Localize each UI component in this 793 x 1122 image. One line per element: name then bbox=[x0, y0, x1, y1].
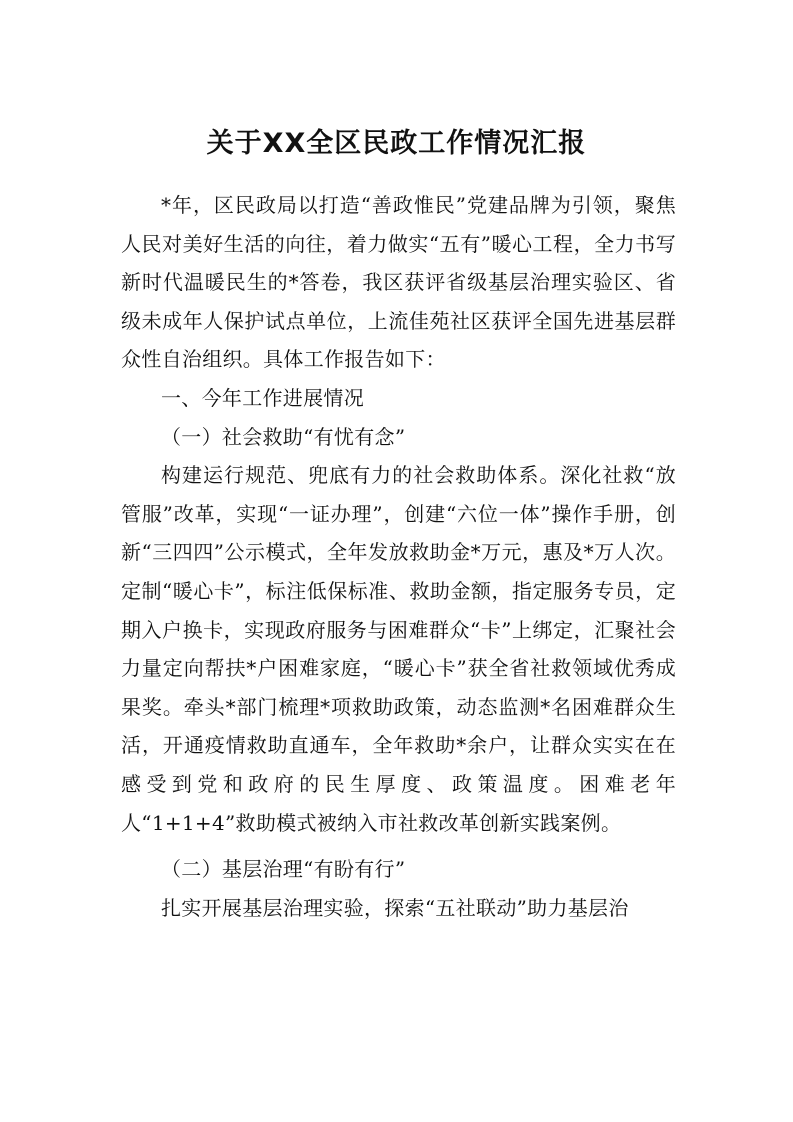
document-body bbox=[121, 186, 676, 927]
intro-paragraph: *年，区民政局以打造“善政惟民”党建品牌为引领，聚焦人民对美好生活的向往，着力做实“五有”暖心工程，全力书写新时代温暖民生的*答卷，我区获评省级基层治理实验区、省级未成年人保护试点单位，上流佳苑社区获评全国先进基层群众性自治组织。具体工作报告如下： bbox=[121, 193, 676, 372]
subsection-1-heading: （一）社会救助“有忧有念” bbox=[161, 424, 406, 449]
document-title: 关于XX全区民政工作情况汇报 bbox=[206, 128, 587, 159]
subsection-2-heading: （二）基层治理“有盼有行” bbox=[161, 857, 406, 882]
subsection-2-paragraph: 扎实开展基层治理实验，探索“五社联动”助力基层治 bbox=[161, 895, 629, 920]
section-1-heading: 一、今年工作进展情况 bbox=[161, 385, 364, 410]
subsection-1-paragraph: 构建运行规范、兜底有力的社会救助体系。深化社救“放管服”改革，实现“一证办理”，创建“六位一体”操作手册，创新“三四四”公示模式，全年发放救助金*万元，惠及*万人次。定制“暖心卡”，标注低保标准、救助金额，指定服务专员，定期入户换卡，实现政府服务与困难群众“卡”上绑定，汇聚社会力量定向帮扶*户困难家庭，“暖心卡”获全省社救领域优秀成果奖。牵头*部门梳理*项救助政策，动态监测*名困难群众生活，开通疫情救助直通车，全年救助*余户，让群众实实在在感受到党和政府的民生厚度、政策温度。困难老年人“1+1+4”救助模式被纳入市社救改革创新实践案例。 bbox=[121, 463, 676, 835]
